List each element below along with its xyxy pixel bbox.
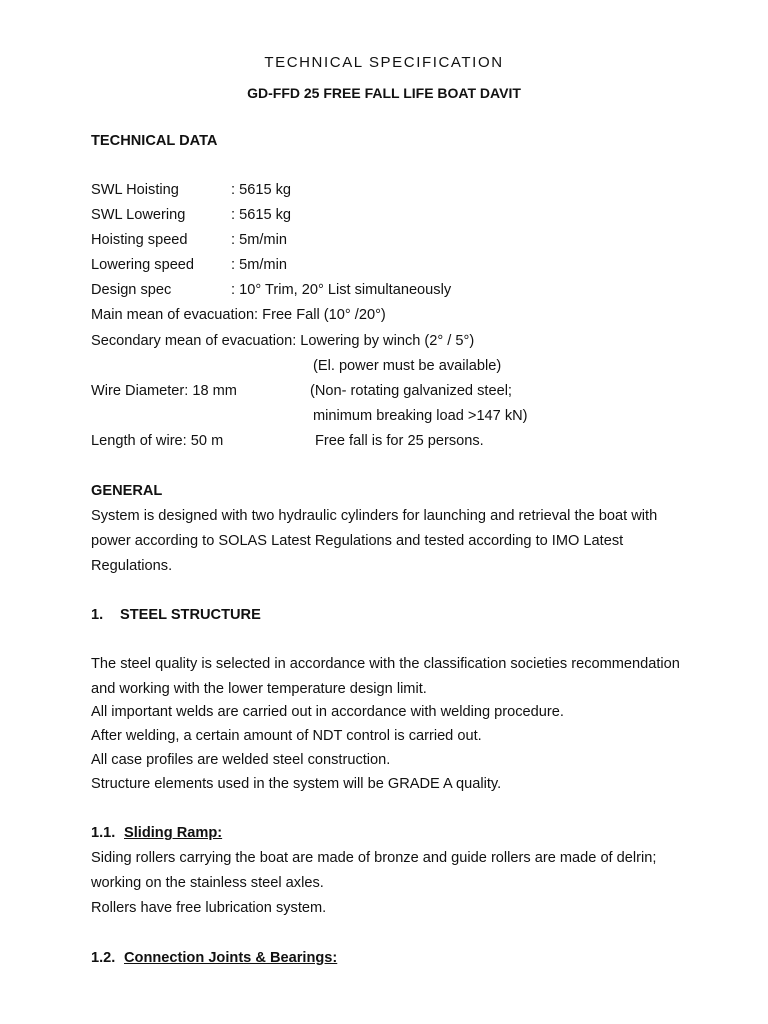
subsection-heading [91, 949, 337, 967]
general-heading: GENERAL [91, 483, 163, 499]
document-title: TECHNICAL SPECIFICATION [264, 54, 504, 71]
spec-label: SWL Hoisting [91, 182, 179, 198]
section-title: STEEL STRUCTURE [120, 607, 261, 623]
paragraph-line: and working with the lower temperature design limit. [91, 681, 427, 697]
paragraph-line: Regulations. [91, 558, 173, 574]
paragraph-line: All case profiles are welded steel construction. [91, 752, 391, 768]
evacuation-main: Main mean of evacuation: Free Fall (10° /20°) [91, 307, 386, 323]
evacuation-secondary: Secondary mean of evacuation: Lowering by winch (2° / 5°) [91, 333, 475, 349]
paragraph-line: Structure elements used in the system will be GRADE A quality. [91, 776, 502, 792]
subsection-heading [91, 824, 222, 842]
spec-label: SWL Lowering [91, 207, 186, 223]
wire-diameter: Wire Diameter: 18 mm [91, 383, 237, 399]
subsection-number: 1.2. [91, 950, 116, 966]
wire-note: minimum breaking load >147 kN) [313, 408, 528, 424]
technical-data-heading: TECHNICAL DATA [91, 133, 218, 149]
subsection-title: Sliding Ramp: [124, 825, 223, 841]
spec-value: : 10° Trim, 20° List simultaneously [231, 282, 452, 298]
spec-label: Lowering speed [91, 257, 195, 273]
section-number: 1. [91, 607, 104, 623]
spec-value: : 5m/min [231, 257, 287, 273]
spec-label: Hoisting speed [91, 232, 188, 248]
paragraph-line: Rollers have free lubrication system. [91, 900, 327, 916]
spec-value: : 5m/min [231, 232, 287, 248]
spec-value: : 5615 kg [231, 182, 292, 198]
evacuation-note: (El. power must be available) [313, 358, 502, 374]
paragraph-line: System is designed with two hydraulic cylinders for launching and retrieval the boat with [91, 508, 658, 524]
spec-value: : 5615 kg [231, 207, 292, 223]
subsection-title: Connection Joints & Bearings: [124, 950, 338, 966]
paragraph-line: Siding rollers carrying the boat are made of bronze and guide rollers are made of delrin; [91, 850, 657, 866]
wire-length-note: Free fall is for 25 persons. [315, 433, 484, 449]
paragraph-line: The steel quality is selected in accordance with the classification societies recommendation [91, 656, 680, 672]
paragraph-line: After welding, a certain amount of NDT control is carried out. [91, 728, 482, 744]
paragraph-line: power according to SOLAS Latest Regulations and tested according to IMO Latest [91, 533, 624, 549]
paragraph-line: working on the stainless steel axles. [91, 875, 324, 891]
wire-length: Length of wire: 50 m [91, 433, 224, 449]
document-subtitle: GD-FFD 25 FREE FALL LIFE BOAT DAVIT [247, 85, 521, 101]
paragraph-line: All important welds are carried out in accordance with welding procedure. [91, 704, 564, 720]
section-heading [91, 606, 261, 624]
subsection-number: 1.1. [91, 825, 116, 841]
wire-note: (Non- rotating galvanized steel; [310, 383, 512, 399]
spec-label: Design spec [91, 282, 172, 298]
